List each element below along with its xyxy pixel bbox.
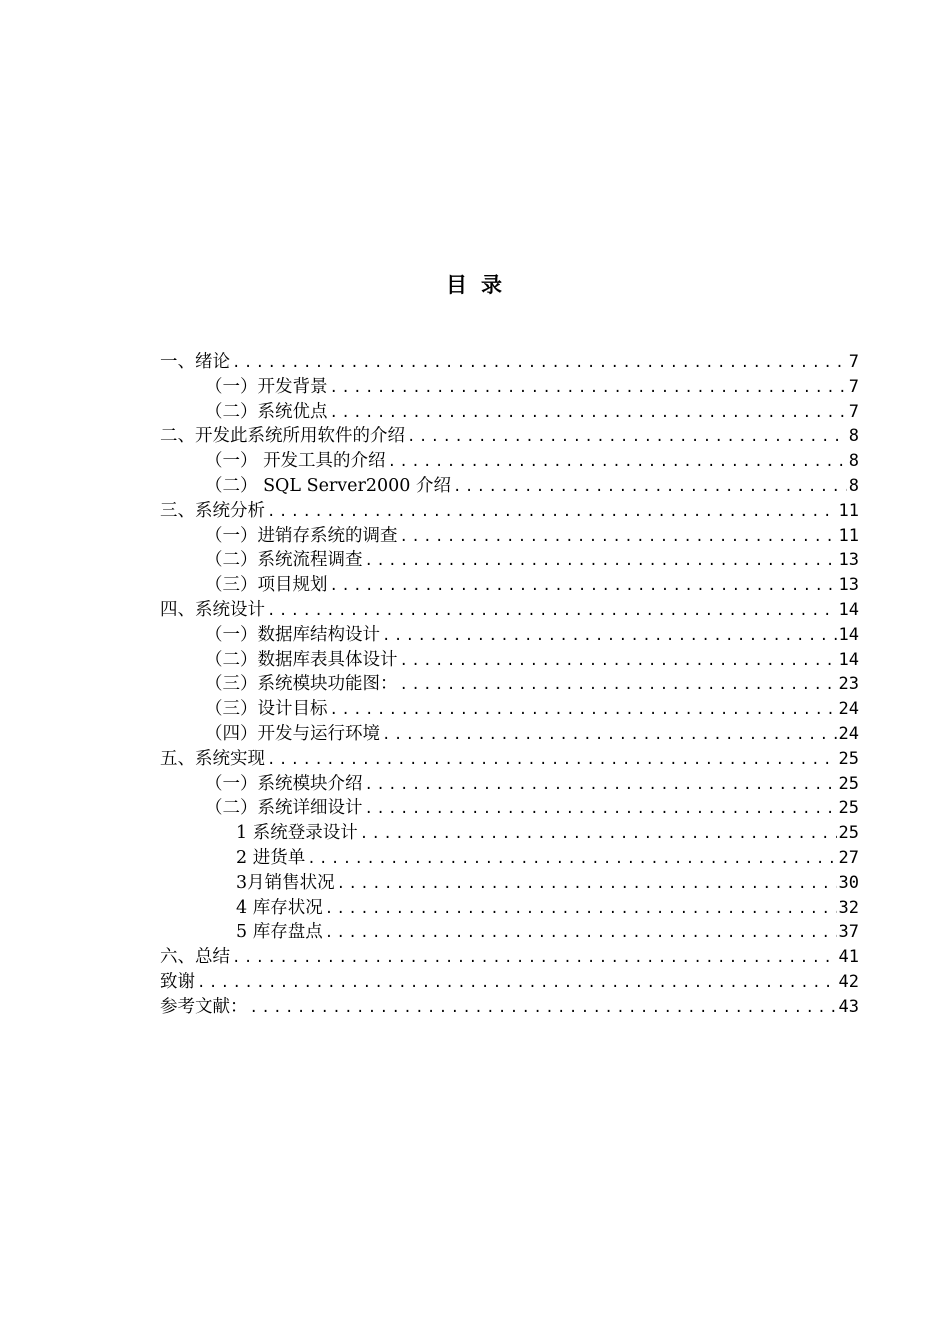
dot-leader (267, 748, 837, 773)
toc-entry-page-number: 8 (848, 451, 859, 472)
toc-entry-page-number: 25 (838, 823, 859, 844)
toc-entry-page-number: 25 (838, 798, 859, 819)
toc-entry-page-number: 7 (848, 376, 859, 397)
toc-entry-label: 五、系统实现 (160, 748, 265, 769)
toc-entry-page-number: 42 (838, 971, 859, 992)
toc-entry-label: （一）开发背景 (205, 376, 328, 397)
dot-leader (360, 822, 837, 847)
toc-entry[interactable] (160, 598, 859, 623)
toc-entry-page-number: 7 (848, 401, 859, 422)
dot-leader (400, 673, 837, 698)
toc-entry-label: （二）数据库表具体设计 (205, 649, 398, 670)
toc-entry[interactable] (160, 697, 859, 722)
toc-entry-page-number: 25 (838, 748, 859, 769)
toc-entry-label: （二） SQL Server2000 介绍 (205, 475, 451, 496)
toc-entry[interactable] (160, 796, 859, 821)
dot-leader (382, 624, 837, 649)
toc-entry-page-number: 24 (838, 699, 859, 720)
toc-entry-label: 二、开发此系统所用软件的介绍 (160, 426, 405, 447)
dot-leader (325, 921, 837, 946)
toc-entry-page-number: 43 (838, 996, 859, 1017)
dot-leader (232, 351, 847, 376)
toc-entry[interactable] (160, 821, 859, 846)
toc-entry[interactable] (160, 524, 859, 549)
toc-entry[interactable] (160, 846, 859, 871)
toc-entry-label: （一）数据库结构设计 (205, 624, 380, 645)
toc-entry[interactable] (160, 548, 859, 573)
toc-entry[interactable] (160, 474, 859, 499)
toc-entry[interactable] (160, 747, 859, 772)
dot-leader (407, 425, 847, 450)
toc-entry-label: （二）系统详细设计 (205, 798, 363, 819)
toc-entry-label: 三、系统分析 (160, 500, 265, 521)
title-part-1: 目 (446, 272, 469, 297)
title-part-2: 录 (481, 272, 504, 297)
dot-leader (337, 872, 837, 897)
dot-leader (330, 376, 847, 401)
dot-leader (232, 946, 837, 971)
toc-entry[interactable] (160, 896, 859, 921)
toc-entry[interactable] (160, 970, 859, 995)
toc-entry-label: （三）系统模块功能图： (205, 674, 398, 695)
toc-entry[interactable] (160, 424, 859, 449)
toc-entry-label: 致谢 (160, 971, 195, 992)
toc-entry-label: 四、系统设计 (160, 599, 265, 620)
toc-entry[interactable] (160, 648, 859, 673)
toc-entry-label: （一）进销存系统的调查 (205, 525, 398, 546)
toc-entry-label: 一、绪论 (160, 352, 230, 372)
toc-entry-page-number: 7 (848, 352, 859, 372)
toc-entry-label: 2 进货单 (236, 847, 306, 868)
toc-entry-page-number: 32 (838, 897, 859, 918)
toc-entry[interactable] (160, 672, 859, 697)
toc-entry-label: 1 系统登录设计 (236, 823, 358, 844)
toc-entry[interactable] (160, 871, 859, 896)
dot-leader (400, 649, 837, 674)
dot-leader (250, 996, 837, 1021)
dot-leader (330, 698, 837, 723)
toc-entry[interactable] (160, 375, 859, 400)
toc-entry[interactable] (160, 449, 859, 474)
dot-leader (197, 971, 837, 996)
toc-entry-label: （一）系统模块介绍 (205, 773, 363, 794)
toc-entry-label: （三）项目规划 (205, 575, 328, 596)
toc-entry-page-number: 25 (838, 773, 859, 794)
toc-entry-label: 六、总结 (160, 947, 230, 968)
dot-leader (267, 500, 837, 525)
dot-leader (307, 847, 836, 872)
dot-leader (365, 773, 837, 798)
toc-entry-page-number: 8 (848, 426, 859, 447)
toc-entry[interactable] (160, 573, 859, 598)
dot-leader (330, 574, 837, 599)
toc-entry-page-number: 8 (848, 475, 859, 496)
toc-entry-page-number: 13 (838, 575, 859, 596)
toc-entry-page-number: 37 (838, 922, 859, 943)
dot-leader (382, 723, 837, 748)
toc-entry-label: （二）系统优点 (205, 401, 328, 422)
toc-entry-label: 4 库存状况 (236, 897, 323, 918)
toc-entry[interactable] (160, 920, 859, 945)
toc-entry-label: 参考文献： (160, 996, 248, 1017)
toc-entry-page-number: 27 (838, 847, 859, 868)
toc-entry-page-number: 24 (838, 723, 859, 744)
toc-entry-page-number: 23 (838, 674, 859, 695)
dot-leader (400, 525, 837, 550)
toc-entry[interactable] (160, 722, 859, 747)
toc-entry-page-number: 30 (838, 872, 859, 893)
toc-entry-label: 5 库存盘点 (236, 922, 323, 943)
toc-entry[interactable] (160, 995, 859, 1020)
toc-entry-label: （一） 开发工具的介绍 (205, 451, 386, 472)
toc-entry-page-number: 14 (838, 649, 859, 670)
table-of-contents (160, 350, 859, 1020)
toc-entry[interactable] (160, 400, 859, 425)
toc-entry-label: 3月销售状况 (236, 872, 335, 893)
toc-entry-label: （二）系统流程调查 (205, 550, 363, 571)
toc-entry-page-number: 14 (838, 624, 859, 645)
toc-entry[interactable] (160, 945, 859, 970)
dot-leader (453, 475, 847, 500)
toc-entry[interactable] (160, 499, 859, 524)
toc-entry-page-number: 11 (838, 500, 859, 521)
dot-leader (325, 897, 837, 922)
toc-entry-page-number: 14 (838, 599, 859, 620)
dot-leader (365, 797, 837, 822)
toc-entry-label: （四）开发与运行环境 (205, 723, 380, 744)
toc-entry-label: （三）设计目标 (205, 699, 328, 720)
toc-entry-page-number: 41 (838, 947, 859, 968)
dot-leader (330, 401, 847, 426)
toc-entry[interactable] (160, 350, 859, 375)
toc-entry[interactable] (160, 623, 859, 648)
toc-entry-page-number: 13 (838, 550, 859, 571)
page-title (0, 270, 950, 300)
dot-leader (388, 450, 847, 475)
toc-entry-page-number: 11 (838, 525, 859, 546)
dot-leader (365, 549, 837, 574)
toc-entry[interactable] (160, 772, 859, 797)
dot-leader (267, 599, 837, 624)
